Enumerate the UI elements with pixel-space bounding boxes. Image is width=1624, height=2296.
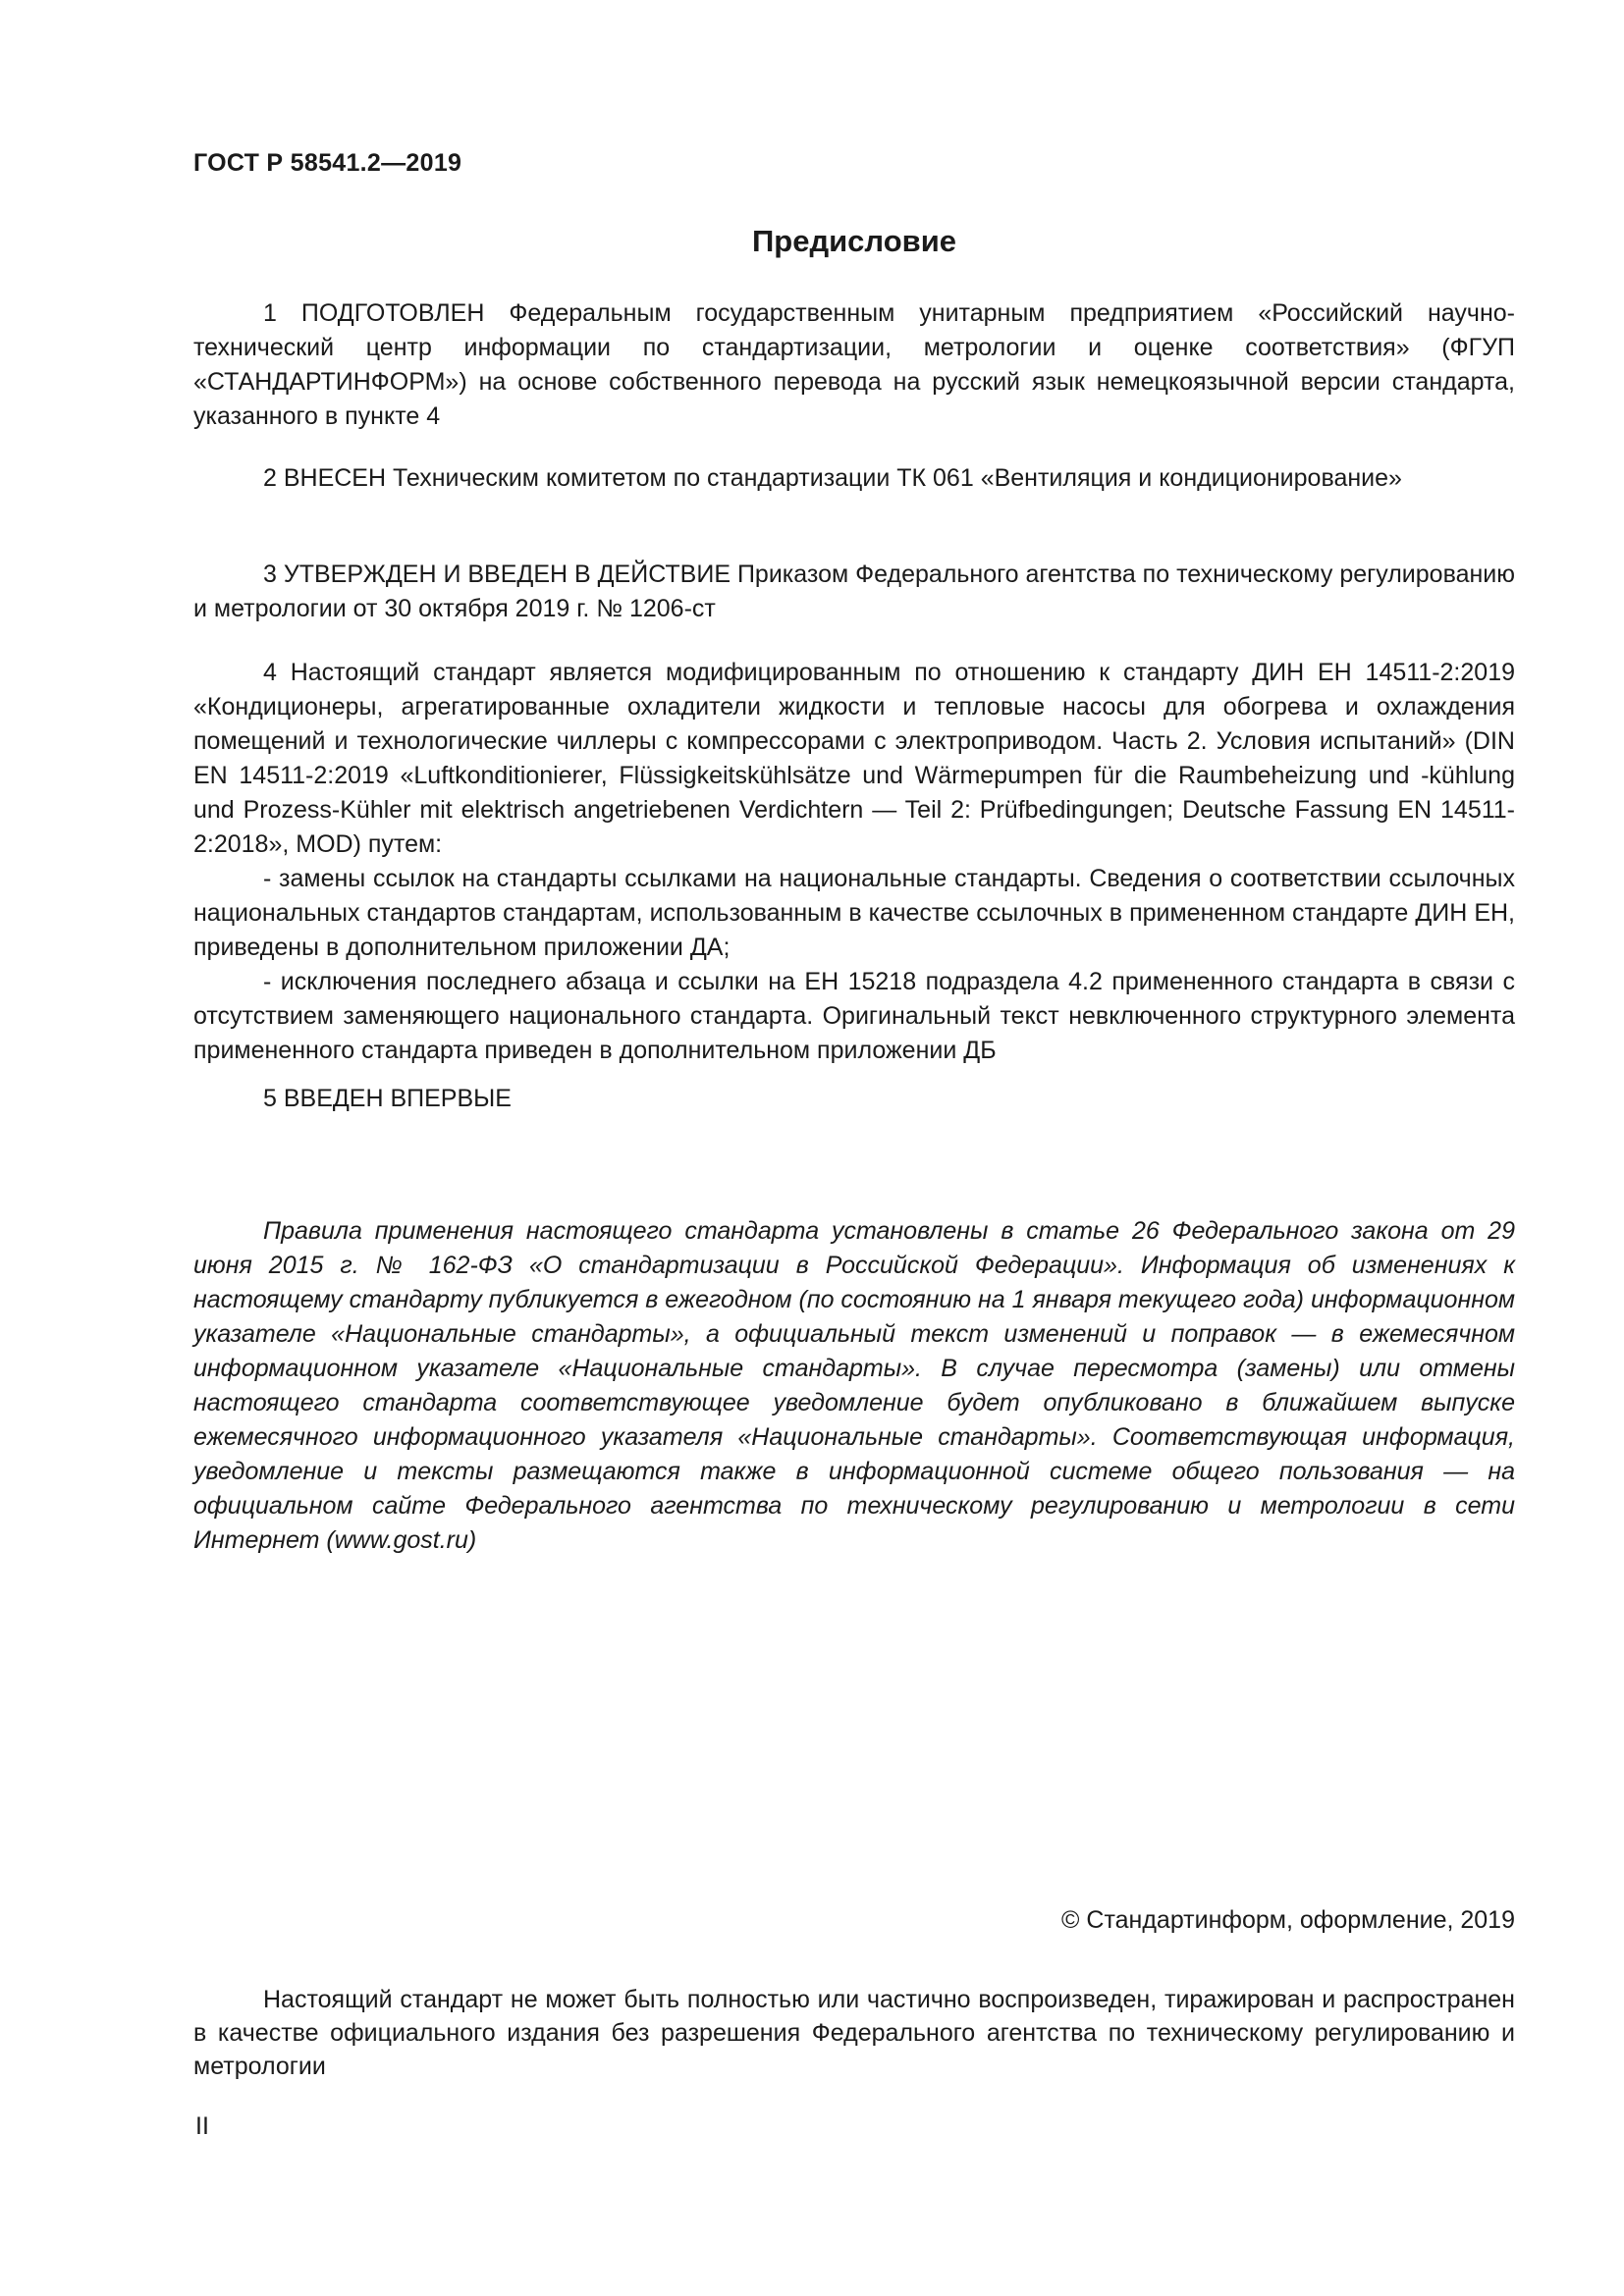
- page-number: II: [195, 2112, 209, 2140]
- foreword-item-5-paragraph: 5 ВВЕДЕН ВПЕРВЫЕ: [263, 1085, 512, 1112]
- foreword-item-4-bullet-1: - замены ссылок на стандарты ссылками на национальные стандарты. Сведения о соответствии ссылочных национальных стандартов стандартам, использованным в качестве ссылочных в примененном стандарте ДИН ЕН, приведены в дополнительном приложении ДА;: [193, 865, 1515, 961]
- foreword-item-1-paragraph: 1 ПОДГОТОВЛЕН Федеральным государственным унитарным предприятием «Российский научно-технический центр информации по стандартизации, метрологии и оценке соответствия» (ФГУП «СТАНДАРТИНФОРМ») на основе собственного перевода на русский язык немецкоязычной версии стандарта, указанного в пункте 4: [193, 299, 1515, 430]
- foreword-item-5: [193, 1082, 1515, 1116]
- copyright-line: © Стандартинформ, оформление, 2019: [1061, 1906, 1515, 1934]
- foreword-item-4-paragraph: 4 Настоящий стандарт является модифицированным по отношению к стандарту ДИН ЕН 14511-2:2019 «Кондиционеры, агрегатированные охладители жидкости и тепловые насосы для обогрева и охлаждения помещений и технологические чиллеры с компрессорами с электроприводом. Часть 2. Условия испытаний» (DIN EN 14511-2:2019 «Luftkonditionierer, Flüssigkeitskühlsätze und Wärmepumpen für die Raumbeheizung und -kühlung und Prozess-Kühler mit elektrisch angetriebenen Verdichtern — Teil 2: Prüfbedingungen; Deutsche Fassung EN 14511-2:2018», MOD) путем:: [193, 659, 1515, 858]
- page-title: Предисловие: [751, 224, 956, 258]
- foreword-item-2: [193, 461, 1515, 496]
- foreword-item-3: [193, 558, 1515, 626]
- foreword-item-4-bullet-2: - исключения последнего абзаца и ссылки на ЕН 15218 подраздела 4.2 примененного стандарта в связи с отсутствием заменяющего национального стандарта. Оригинальный текст невключенного структурного элемента примененного стандарта приведен в дополнительном приложении ДБ: [193, 968, 1515, 1064]
- application-rules-text: Правила применения настоящего стандарта установлены в статье 26 Федерального закона от 29 июня 2015 г. № 162-ФЗ «О стандартизации в Российской Федерации». Информация об изменениях к настоящему стандарту публикуется в ежегодном (по состоянию на 1 января текущего года) информационном указателе «Национальные стандарты», а официальный текст изменений и поправок — в ежемесячном информационном указателе «Национальные стандарты». В случае пересмотра (замены) или отмены настоящего стандарта соответствующее уведомление будет опубликовано в ближайшем выпуске ежемесячного информационного указателя «Национальные стандарты». Соответствующая информация, уведомление и тексты размещаются также в информационной системе общего пользования — на официальном сайте Федерального агентства по техническому регулированию и метрологии в сети Интернет (www.gost.ru): [193, 1217, 1516, 1554]
- foreword-item-4: [193, 656, 1515, 1068]
- standard-code-header: ГОСТ Р 58541.2—2019: [193, 149, 462, 177]
- foreword-item-3-paragraph: 3 УТВЕРЖДЕН И ВВЕДЕН В ДЕЙСТВИЕ Приказом Федерального агентства по техническому регулированию и метрологии от 30 октября 2019 г. № 1206-ст: [193, 561, 1515, 622]
- foreword-item-1: [193, 296, 1515, 434]
- foreword-item-2-paragraph: 2 ВНЕСЕН Техническим комитетом по стандартизации ТК 061 «Вентиляция и кондиционирование»: [263, 464, 1402, 492]
- reproduction-notice: Настоящий стандарт не может быть полностью или частично воспроизведен, тиражирован и распространен в качестве официального издания без разрешения Федерального агентства по техническому регулированию и метрологии: [193, 1986, 1515, 2080]
